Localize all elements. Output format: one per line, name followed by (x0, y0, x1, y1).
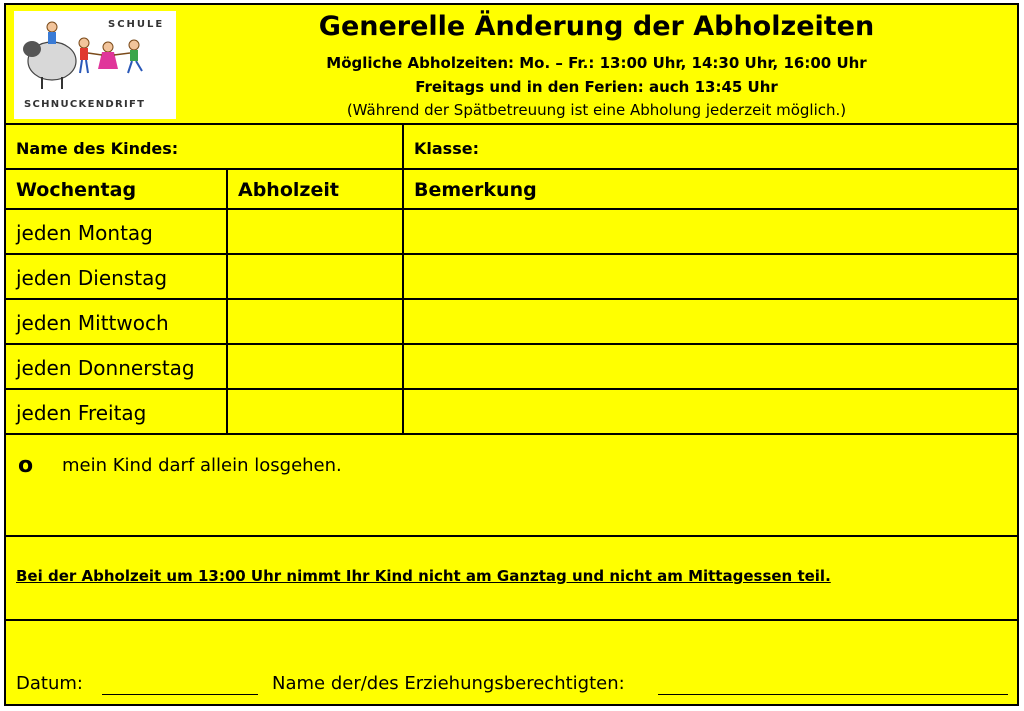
remark-cell[interactable] (402, 255, 1017, 298)
table-header-row (6, 170, 1017, 210)
weekday-cell (6, 345, 226, 388)
remark-cell[interactable] (402, 390, 1017, 433)
guardian-label: Name der/des Erziehungsberechtigten: (272, 673, 625, 694)
form-header (6, 5, 1017, 125)
page-title: Generelle Änderung der Abholzeiten (318, 11, 875, 42)
friday-times-line: Freitags und in den Ferien: auch 13:45 Uhr (415, 78, 778, 96)
school-logo-graphic (14, 11, 176, 119)
pickup-time-cell[interactable] (226, 390, 402, 433)
col-weekday (6, 170, 226, 208)
weekday-label: jeden Montag (16, 221, 153, 245)
table-row (6, 300, 1017, 345)
weekday-cell (6, 300, 226, 343)
svg-text:SCHULE: SCHULE (108, 19, 165, 30)
pickup-time-cell[interactable] (226, 300, 402, 343)
table-row (6, 255, 1017, 300)
col-remark (402, 170, 1017, 208)
class-field[interactable] (402, 125, 1017, 168)
class-label: Klasse: (414, 139, 479, 158)
pickup-time-cell[interactable] (226, 345, 402, 388)
table-row (6, 345, 1017, 390)
guardian-name-field[interactable] (658, 694, 1008, 695)
weekday-label: jeden Donnerstag (16, 356, 195, 380)
col-remark-label: Bemerkung (414, 179, 537, 201)
remark-cell[interactable] (402, 345, 1017, 388)
pickup-form (4, 3, 1019, 706)
svg-text:SCHNUCKENDRIFT: SCHNUCKENDRIFT (24, 99, 146, 110)
table-row (6, 390, 1017, 435)
pickup-time-cell[interactable] (226, 210, 402, 253)
remark-cell[interactable] (402, 300, 1017, 343)
lunch-notice: Bei der Abholzeit um 13:00 Uhr nimmt Ihr Kind nicht am Ganztag und nicht am Mittagessen teil. (16, 567, 831, 585)
weekday-label: jeden Dienstag (16, 266, 168, 290)
col-pickup-time-label: Abholzeit (238, 179, 339, 201)
school-logo (14, 11, 176, 119)
notice-row (6, 537, 1017, 621)
date-field[interactable] (102, 694, 258, 695)
col-pickup-time (226, 170, 402, 208)
pickup-time-cell[interactable] (226, 255, 402, 298)
signature-row (6, 621, 1017, 706)
child-name-row (6, 125, 1017, 170)
weekday-label: jeden Mittwoch (16, 311, 169, 335)
walk-alone-checkbox[interactable]: o (18, 453, 34, 478)
table-row (6, 210, 1017, 255)
weekday-label: jeden Freitag (16, 401, 147, 425)
remark-cell[interactable] (402, 210, 1017, 253)
col-weekday-label: Wochentag (16, 179, 137, 201)
date-label: Datum: (16, 673, 83, 694)
weekday-cell (6, 210, 226, 253)
pickup-times-line: Mögliche Abholzeiten: Mo. – Fr.: 13:00 Uhr, 14:30 Uhr, 16:00 Uhr (326, 54, 867, 72)
weekday-cell (6, 390, 226, 433)
walk-alone-row (6, 435, 1017, 537)
weekday-cell (6, 255, 226, 298)
walk-alone-label: mein Kind darf allein losgehen. (62, 455, 342, 476)
child-name-field[interactable] (6, 125, 402, 168)
child-name-label: Name des Kindes: (16, 139, 179, 158)
late-care-note: (Während der Spätbetreuung ist eine Abholung jederzeit möglich.) (346, 101, 847, 119)
